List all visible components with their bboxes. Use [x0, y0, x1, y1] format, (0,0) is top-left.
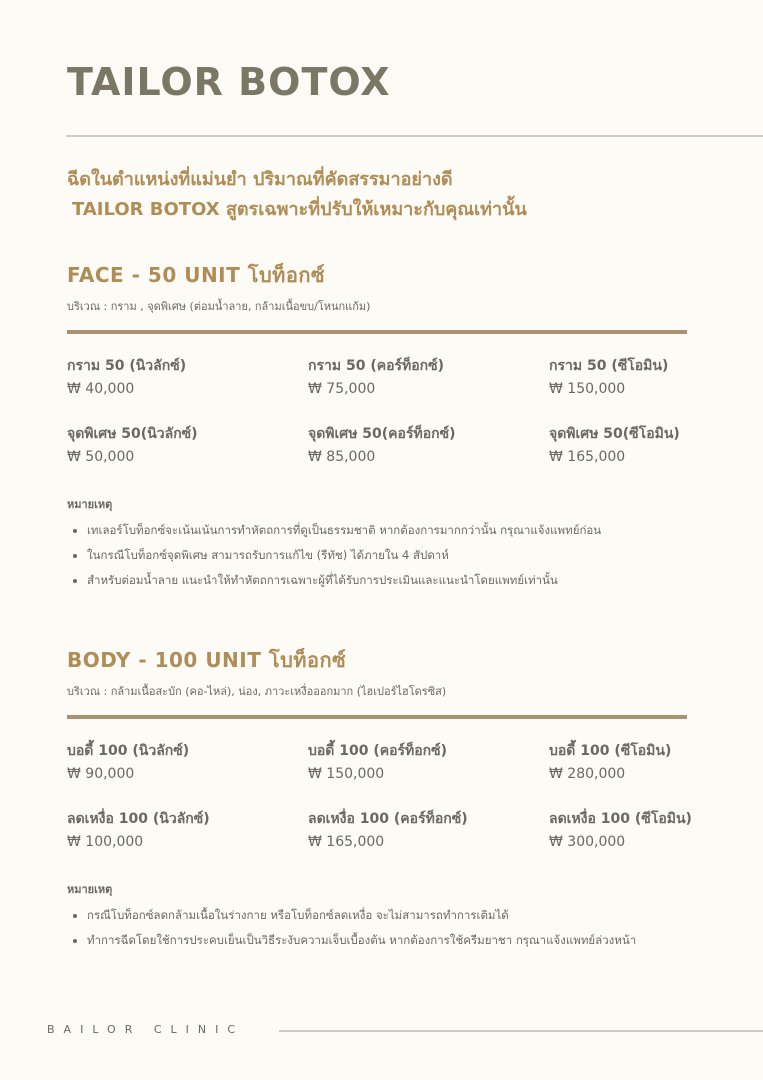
tagline	[67, 165, 727, 225]
item-name: จุดพิเศษ 50(ซีโอมิน)	[549, 426, 680, 442]
item-name: บอดี้ 100 (นิวลักซ์)	[67, 743, 190, 759]
price-item	[549, 740, 709, 782]
item-name: ลดเหงื่อ 100 (ซีโอมิน)	[549, 811, 692, 827]
body-price-grid	[67, 740, 707, 850]
tagline-line-2: TAILOR BOTOX สูตรเฉพาะที่ปรับให้เหมาะกับคุณเท่านั้น	[72, 199, 527, 220]
tagline-line-1: ฉีดในตำแหน่งที่แม่นยำ ปริมาณที่คัดสรรมาอย่างดี	[67, 169, 453, 190]
footer-divider	[279, 1030, 763, 1032]
body-section	[67, 644, 707, 958]
price-item	[67, 740, 308, 782]
price-item	[67, 355, 308, 397]
footer-brand: BAILOR CLINIC	[47, 1023, 245, 1036]
item-name: ลดเหงื่อ 100 (นิวลักซ์)	[67, 811, 210, 827]
item-price: ₩ 75,000	[308, 381, 376, 397]
note-item: • สำหรับต่อมน้ำลาย แนะนำให้ทำหัตถการเฉพาะผู้ที่ได้รับการประเมินและแนะนำโดยแพทย์เท่านั้น	[87, 573, 707, 587]
item-name: กราม 50 (ซีโอมิน)	[549, 358, 669, 374]
face-notes-title: หมายเหตุ	[67, 498, 113, 511]
face-section-title: FACE - 50 UNIT โบท็อกซ์	[67, 263, 326, 287]
item-name: ลดเหงื่อ 100 (คอร์ท็อกซ์)	[308, 811, 468, 827]
item-price: ₩ 150,000	[308, 766, 385, 782]
body-notes-list	[67, 908, 707, 947]
page-title: TAILOR BOTOX	[67, 60, 391, 104]
price-item	[549, 423, 709, 465]
item-price: ₩ 300,000	[549, 834, 626, 850]
note-item: • ในกรณีโบท็อกซ์จุดพิเศษ สามารถรับการแก้ไข (รีทัช) ได้ภายใน 4 สัปดาห์	[87, 548, 707, 562]
face-area: บริเวณ : กราม , จุดพิเศษ (ต่อมน้ำลาย, กล้ามเนื้อขบ/โหนกแก้ม)	[67, 300, 371, 313]
item-price: ₩ 85,000	[308, 449, 376, 465]
item-name: บอดี้ 100 (ซีโอมิน)	[549, 743, 672, 759]
face-divider	[67, 330, 687, 334]
face-notes-list	[67, 523, 707, 587]
note-item: • กรณีโบท็อกซ์ลดกล้ามเนื้อในร่างกาย หรือโบท็อกซ์ลดเหงื่อ จะไม่สามารถทำการเติมได้	[87, 908, 707, 922]
item-price: ₩ 280,000	[549, 766, 626, 782]
price-item	[549, 808, 709, 850]
item-name: จุดพิเศษ 50(คอร์ท็อกซ์)	[308, 426, 456, 442]
price-item	[308, 808, 549, 850]
body-divider	[67, 715, 687, 719]
price-item	[549, 355, 709, 397]
item-name: บอดี้ 100 (คอร์ท็อกซ์)	[308, 743, 448, 759]
body-notes-title: หมายเหตุ	[67, 883, 113, 896]
top-divider	[66, 135, 763, 137]
face-price-grid	[67, 355, 707, 465]
item-price: ₩ 150,000	[549, 381, 626, 397]
face-section	[67, 259, 707, 598]
note-item: • ทำการฉีดโดยใช้การประคบเย็นเป็นวิธีระงับความเจ็บเบื้องต้น หากต้องการใช้ครีมยาชา กรุณาแจ้งแพทย์ล่วงหน้า	[87, 933, 707, 947]
item-name: กราม 50 (คอร์ท็อกซ์)	[308, 358, 445, 374]
price-item	[308, 740, 549, 782]
price-item	[308, 355, 549, 397]
price-item	[308, 423, 549, 465]
item-name: กราม 50 (นิวลักซ์)	[67, 358, 187, 374]
item-price: ₩ 40,000	[67, 381, 135, 397]
note-item: • เทเลอร์โบท็อกซ์จะเน้นเน้นการทำหัตถการที่ดูเป็นธรรมชาติ หากต้องการมากกว่านั้น กรุณาแจ้งแพทย์ก่อน	[87, 523, 707, 537]
body-area: บริเวณ : กล้ามเนื้อสะบัก (คอ-ไหล่), น่อง, ภาวะเหงื่อออกมาก (ไฮเปอร์ไฮโดรซิส)	[67, 685, 447, 698]
price-item	[67, 423, 308, 465]
item-price: ₩ 50,000	[67, 449, 135, 465]
body-section-title: BODY - 100 UNIT โบท็อกซ์	[67, 648, 347, 672]
item-price: ₩ 165,000	[308, 834, 385, 850]
item-price: ₩ 165,000	[549, 449, 626, 465]
item-name: จุดพิเศษ 50(นิวลักซ์)	[67, 426, 198, 442]
price-item	[67, 808, 308, 850]
item-price: ₩ 90,000	[67, 766, 135, 782]
item-price: ₩ 100,000	[67, 834, 144, 850]
